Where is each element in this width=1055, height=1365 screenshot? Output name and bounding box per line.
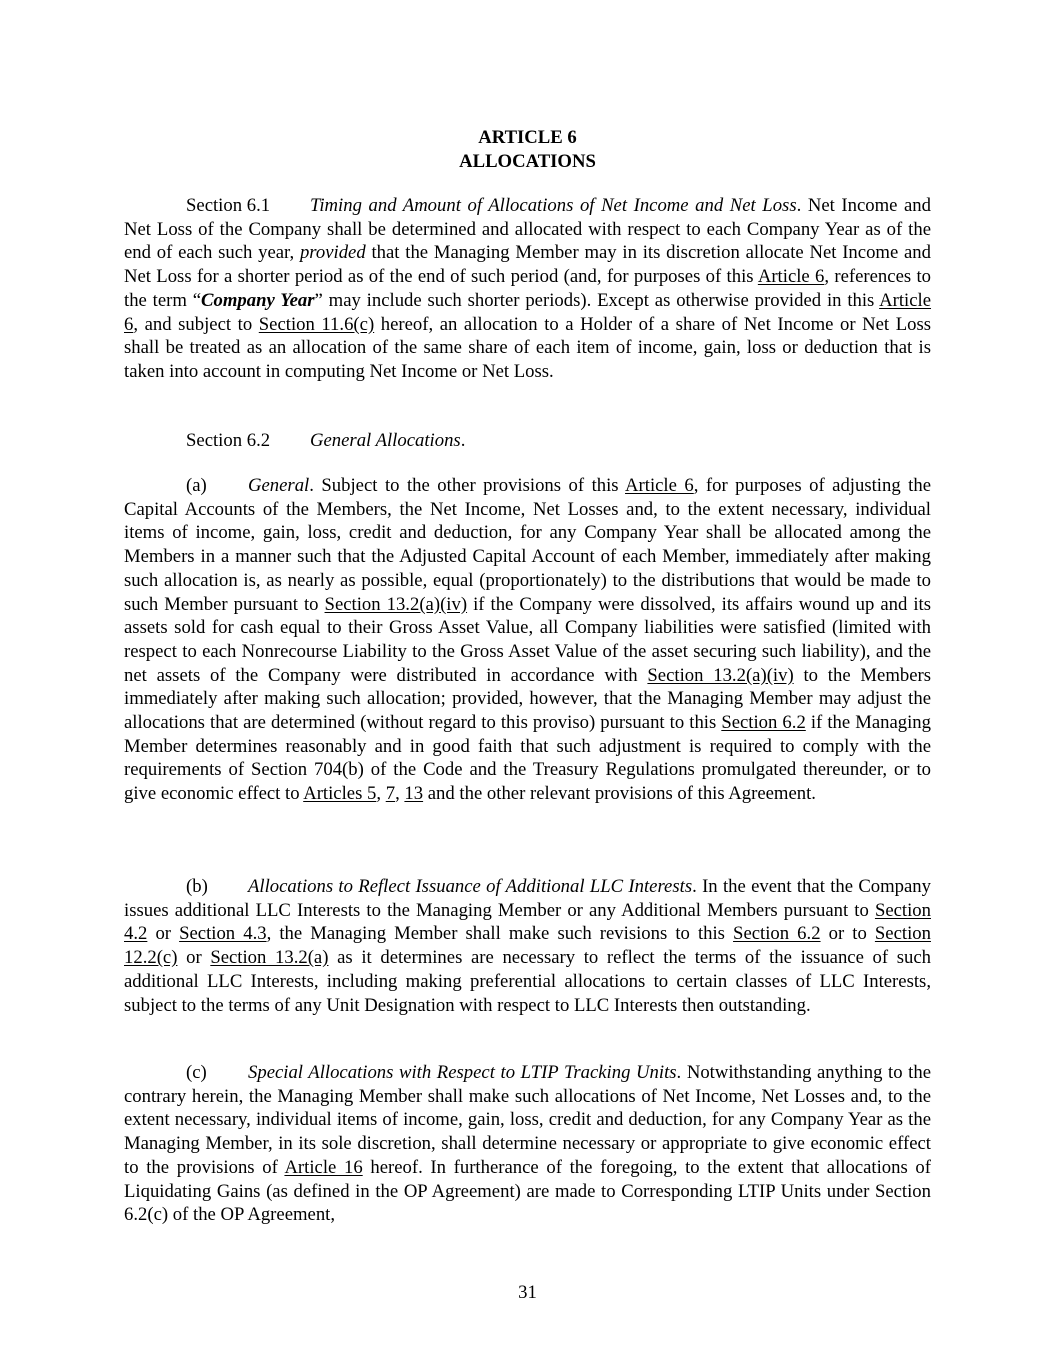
- subsection-a-title: General: [248, 475, 310, 496]
- subsection-c-text: hereof. In furtherance of the foregoing, to the extent that allocations of Liquidating Gains (as defined in the OP Agreement) are made to Corresponding LTIP Units under Section 6.2(c) of the OP Agreement,: [124, 1156, 931, 1226]
- section-11-6-c-reference: Section 11.6(c): [258, 313, 375, 335]
- article-7-reference: 7: [385, 783, 396, 805]
- subsection-c-label: (c): [186, 1062, 207, 1083]
- article-title: ALLOCATIONS: [459, 151, 596, 172]
- section-6-2-reference: Section 6.2: [721, 712, 806, 734]
- article-6-reference: Article 6: [625, 475, 694, 496]
- section-6-1-number: Section 6.1: [186, 195, 271, 216]
- subsection-b-text: or: [177, 947, 211, 969]
- subsection-b-text: as it determines are necessary to reflect the terms of the issuance of such additional LLC Interests, including making preferential allocations to certain classes of LLC Interests, subject to the terms of any Unit Designation with respect to LLC Interests then outstanding.: [124, 947, 931, 1016]
- subsection-b-text: , the Managing Member shall make such revisions to this: [266, 923, 734, 945]
- subsection-b-text: or to: [820, 923, 875, 945]
- subsection-b-title: Allocations to Reflect Issuance of Additional LLC Interests: [248, 876, 693, 897]
- section-12-2-c-reference: Section 12.2(c): [124, 923, 931, 969]
- section-6-1-text: . Net Income and Net Loss of the Company shall be determined and allocated with respect to each Company Year as of the end of each such year,: [124, 195, 931, 264]
- subsection-a-text: if the Company were dissolved, its affairs wound up and its assets sold for cash equal to their Gross Asset Value, all Company liabilities were satisfied (limited with respect to each Nonrecourse Liability to the Gross Asset Value of the asset securing such liability), and the net assets of the Company were distributed in accordance with: [124, 593, 931, 686]
- company-year-term: Company Year: [201, 289, 315, 311]
- article-6-reference: Article 6: [124, 289, 932, 335]
- section-6-1-text: hereof, an allocation to a Holder of a share of Net Income or Net Loss shall be treated as an allocation of the same share of each item of income, gain, loss or deduction that is taken into account in computing Net Income or Net Loss.: [124, 313, 931, 382]
- subsection-c-text: . Notwithstanding anything to the contrary herein, the Managing Member shall make such allocations of Net Income, Net Losses and, to the extent necessary, individual items of income, gain, loss, credit and deduction, for any Company Year as the Managing Member, in its sole discretion, shall determine necessary or appropriate to give economic effect to the provisions of: [124, 1062, 931, 1178]
- provided-term: provided: [299, 242, 366, 264]
- article-number: ARTICLE 6: [478, 127, 577, 148]
- subsection-a-text: , for purposes of adjusting the Capital Accounts of the Members, the Net Income, Net Losses and, to the extent necessary, individual items of income, gain, loss, credit and deduction, for any Company Year shall be allocated among the Members in a manner such that the Adjusted Capital Account of each Member, immediately after making such allocation is, as nearly as possible, equal (proportionately) to the distributions that would be made to such Member pursuant to: [124, 475, 931, 615]
- subsection-c-title: Special Allocations with Respect to LTIP Tracking Units: [248, 1062, 677, 1083]
- subsection-a: [124, 474, 931, 806]
- subsection-a-label: (a): [186, 475, 207, 496]
- section-6-1: [124, 194, 931, 384]
- subsection-b-text: or: [147, 923, 180, 945]
- article-16-reference: Article 16: [284, 1156, 363, 1178]
- comma: ,: [376, 783, 386, 805]
- article-13-reference: 13: [404, 783, 424, 805]
- section-6-2-title: General Allocations: [310, 430, 461, 451]
- section-6-2-reference: Section 6.2: [733, 923, 821, 945]
- section-6-1-text: , references to the term “: [124, 266, 931, 311]
- section-6-1-title: Timing and Amount of Allocations of Net Income and Net Loss: [310, 195, 797, 216]
- subsection-b-label: (b): [186, 876, 208, 897]
- article-6-reference: Article 6: [757, 266, 825, 288]
- section-4-2-reference: Section 4.2: [124, 899, 931, 945]
- page-number: 31: [518, 1282, 537, 1303]
- section-4-3-reference: Section 4.3: [179, 923, 267, 945]
- subsection-c: [124, 1061, 931, 1227]
- section-6-1-text: ” may include such shorter periods). Except as otherwise provided in this: [314, 289, 880, 311]
- subsection-a-text: to the Members immediately after making such allocation; provided, however, that the Managing Member may adjust the allocations that are determined (without regard to this proviso) pursuant to this: [124, 664, 932, 734]
- section-6-2-number: Section 6.2: [186, 430, 271, 451]
- section-6-2: [124, 429, 931, 453]
- section-6-1-text: that the Managing Member may in its discretion allocate Net Income and Net Loss for a shorter period as of the end of such period (and, for purposes of this: [124, 242, 931, 288]
- period: .: [460, 430, 466, 451]
- subsection-a-text: and the other relevant provisions of this Agreement.: [423, 783, 816, 805]
- section-13-2-a-reference: Section 13.2(a): [210, 947, 329, 969]
- subsection-a-text: if the Managing Member determines reasonably and in good faith that such adjustment is required to comply with the requirements of Section 704(b) of the Code and the Treasury Regulations promulgated thereunder, or to give economic effect to: [124, 712, 931, 805]
- section-13-2-a-iv-reference: Section 13.2(a)(iv): [324, 593, 468, 615]
- articles-5-reference: Articles 5: [303, 783, 377, 805]
- section-6-1-text: , and subject to: [133, 313, 259, 335]
- comma: ,: [395, 783, 405, 805]
- subsection-a-text: . Subject to the other provisions of this: [309, 475, 626, 496]
- subsection-b-text: . In the event that the Company issues additional LLC Interests to the Managing Member or any Additional Members pursuant to: [124, 876, 931, 921]
- section-13-2-a-iv-reference: Section 13.2(a)(iv): [647, 664, 794, 686]
- subsection-b: [124, 875, 931, 1017]
